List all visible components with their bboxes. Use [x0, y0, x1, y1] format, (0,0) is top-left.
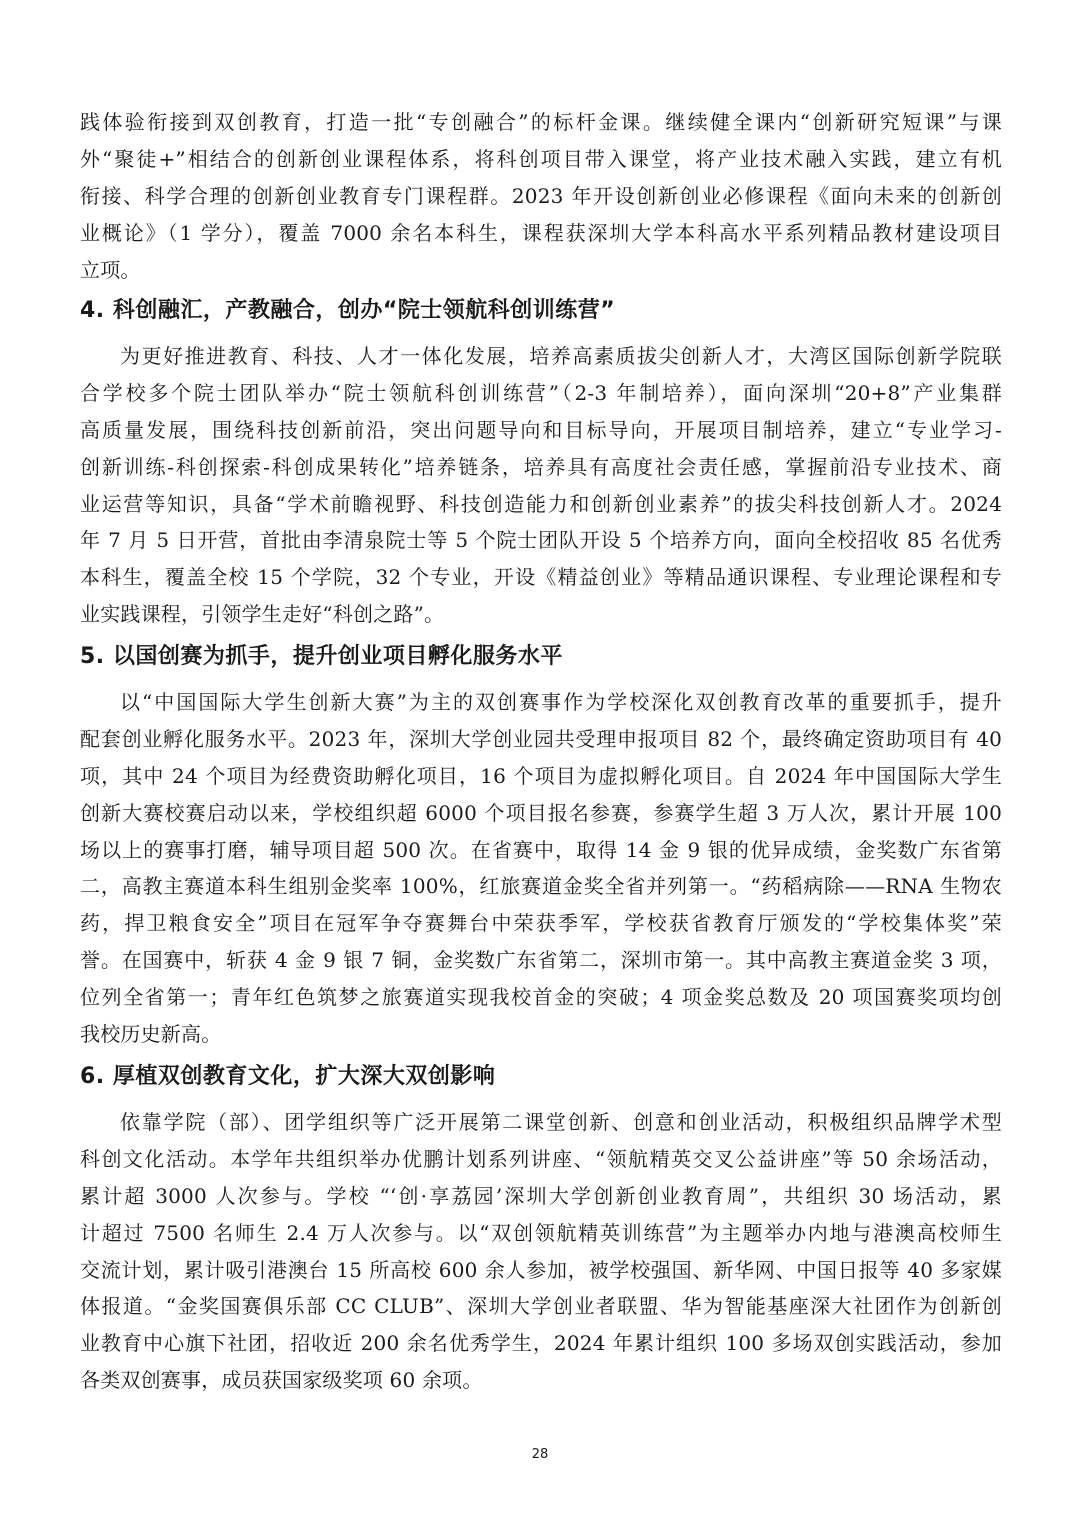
text-line: 药，捍卫粮食安全”项目在冠军争夺赛舞台中荣获季军，学校获省教育厅颁发的“学校集体奖”荣 [80, 911, 1002, 936]
text-line: 创新训练-科创探索-科创成果转化”培养链条，培养具有高度社会责任感，掌握前沿专业技术、商 [80, 454, 1002, 479]
text-line: 高质量发展，围绕科技创新前沿，突出问题导向和目标导向，开展项目制培养，建立“专业学习- [80, 417, 1002, 442]
text-line: 各类双创赛事，成员获国家级奖项 60 余项。 [80, 1368, 483, 1393]
text-line: 项，其中 24 个项目为经费资助孵化项目，16 个项目为虚拟孵化项目。自 2024 年中国国际大学生 [80, 763, 1002, 788]
text-line: 我校历史新高。 [80, 1022, 222, 1047]
paragraph-section-4 [80, 338, 1002, 633]
text-line: 科创文化活动。本学年共组织举办优鹏计划系列讲座、“领航精英交叉公益讲座”等 50 余场活动， [80, 1146, 1002, 1171]
text-line: 誉。在国赛中，斩获 4 金 9 银 7 铜，金奖数广东省第二，深圳市第一。其中高教主赛道金奖 3 项， [80, 948, 1002, 973]
text-line: 配套创业孵化服务水平。2023 年，深圳大学创业园共受理申报项目 82 个，最终确定资助项目有 40 [80, 726, 1002, 751]
text-line: 体报道。“金奖国赛俱乐部 CC CLUB”、深圳大学创业者联盟、华为智能基座深大社团作为创新创 [80, 1294, 1002, 1319]
text-line: 二，高教主赛道本科生组别金奖率 100%，红旅赛道金奖全省并列第一。“药稻病除——RNA 生物农 [80, 874, 1002, 899]
section-heading-5: 5. 以国创赛为抓手，提升创业项目孵化服务水平 [80, 644, 563, 669]
text-line: 业教育中心旗下社团，招收近 200 余名优秀学生，2024 年累计组织 100 多场双创实践活动，参加 [80, 1331, 1002, 1356]
text-line: 业运营等知识，具备“学术前瞻视野、科技创造能力和创新创业素养”的拔尖科技创新人才。2024 [80, 491, 1002, 516]
text-line: 践体验衔接到双创教育，打造一批“专创融合”的标杆金课。继续健全课内“创新研究短课”与课 [80, 110, 1002, 134]
text-line: 累计超 3000 人次参与。学校 “‘创·享荔园’深圳大学创新创业教育周”，共组织 30 场活动，累 [80, 1183, 1002, 1208]
section-heading-4: 4. 科创融汇，产教融合，创办“院士领航科创训练营” [80, 298, 616, 323]
text-line: 业概论》（1 学分），覆盖 7000 余名本科生，课程获深圳大学本科高水平系列精品教材建设项目 [80, 220, 1002, 245]
text-line: 立项。 [80, 257, 141, 282]
text-line: 年 7 月 5 日开营，首批由李清泉院士等 5 个院士团队开设 5 个培养方向，面向全校招收 85 名优秀 [80, 528, 1002, 553]
text-line: 创新大赛校赛启动以来，学校组织超 6000 个项目报名参赛，参赛学生超 3 万人次，累计开展 100 [80, 800, 1002, 825]
paragraph-section-5 [80, 684, 1002, 1053]
text-line: 依靠学院（部）、团学组织等广泛开展第二课堂创新、创意和创业活动，积极组织品牌学术型 [120, 1110, 1002, 1134]
text-line: 计超过 7500 名师生 2.4 万人次参与。以“双创领航精英训练营”为主题举办内地与港澳高校师生 [80, 1220, 1002, 1245]
text-line: 以“中国国际大学生创新大赛”为主的双创赛事作为学校深化双创教育改革的重要抓手，提升 [120, 690, 1002, 714]
section-heading-6: 6. 厚植双创教育文化，扩大深大双创影响 [80, 1064, 496, 1089]
text-line: 交流计划，累计吸引港澳台 15 所高校 600 余人参加，被学校强国、新华网、中国日报等 40 多家媒 [80, 1257, 1002, 1282]
text-line: 衔接、科学合理的创新创业教育专门课程群。2023 年开设创新创业必修课程《面向未来的创新创 [80, 183, 1002, 208]
paragraph-section-6 [80, 1104, 1002, 1399]
text-line: 合学校多个院士团队举办“院士领航科创训练营”（2-3 年制培养），面向深圳“20+8”产业集群 [80, 380, 1002, 405]
text-line: 为更好推进教育、科技、人才一体化发展，培养高素质拔尖创新人才，大湾区国际创新学院联 [120, 344, 1002, 368]
paragraph-continued [80, 104, 1002, 288]
text-line: 本科生，覆盖全校 15 个学院，32 个专业，开设《精益创业》等精品通识课程、专业理论课程和专 [80, 565, 1002, 590]
text-line: 外“聚徒+”相结合的创新创业课程体系，将科创项目带入课堂，将产业技术融入实践，建立有机 [80, 146, 1002, 171]
text-line: 位列全省第一；青年红色筑梦之旅赛道实现我校首金的突破；4 项金奖总数及 20 项国赛奖项均创 [80, 985, 1002, 1010]
text-line: 业实践课程，引领学生走好“科创之路”。 [80, 602, 445, 627]
text-line: 场以上的赛事打磨，辅导项目超 500 次。在省赛中，取得 14 金 9 银的优异成绩，金奖数广东省第 [80, 837, 1002, 862]
page-number: 28 [531, 1447, 549, 1462]
